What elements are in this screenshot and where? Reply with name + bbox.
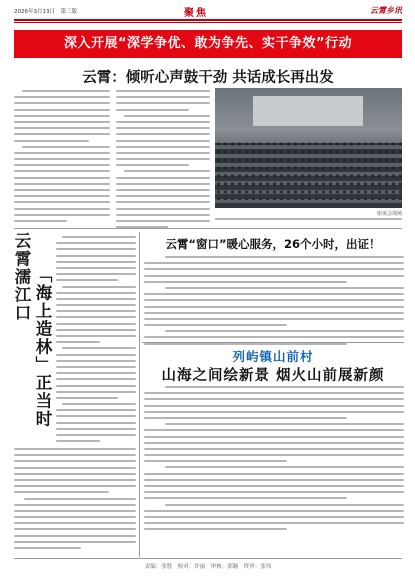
- masthead-rule-bottom: [14, 22, 402, 23]
- main-article-col1: [14, 90, 110, 226]
- window-service-body: [144, 256, 404, 349]
- photo-caption: 座谈会现场: [376, 211, 402, 217]
- sidebar-headline-col1: 云霄濡江口: [12, 232, 31, 322]
- projection-screen: [253, 96, 363, 126]
- issue-date: 2026年3月13日 第三版: [14, 9, 77, 15]
- paper-name: 云霄乡讯: [370, 5, 402, 15]
- masthead-rule-top: [14, 19, 402, 21]
- editor-credits: 责编：张胜 校对：许丽 审核：郭颖 终审：张伟: [144, 564, 272, 570]
- village-kicker: 列屿镇山前村: [232, 349, 314, 364]
- sidebar-headline-col2-wrap: [30, 266, 50, 428]
- campaign-banner: 深入开展“深学争优、敢为争先、实干争效”行动: [14, 30, 402, 58]
- meeting-photo: [215, 88, 402, 208]
- article-divider: [142, 342, 404, 343]
- main-article-col2: [116, 90, 210, 232]
- column-divider: [139, 232, 140, 557]
- audience-heads: [215, 140, 402, 200]
- footer-rule: [14, 558, 402, 559]
- section-title: 聚焦: [184, 8, 208, 19]
- sidebar-article-body-lower: [14, 448, 136, 553]
- sidebar-headline-col2: 「海上造林」正当时: [33, 266, 52, 428]
- section-divider: [14, 228, 402, 229]
- masthead: [14, 4, 402, 18]
- village-headline: 山海之间绘新景 烟火山前展新颜: [161, 368, 385, 384]
- main-article-headline: 云霄：倾听心声鼓干劲 共话成长再出发: [82, 70, 334, 86]
- sidebar-article-body: [56, 236, 136, 446]
- village-article-body: [144, 386, 404, 535]
- main-article-tail: [215, 218, 402, 224]
- window-service-headline: 云霄“窗口”暖心服务，26个小时，出证！: [165, 237, 381, 251]
